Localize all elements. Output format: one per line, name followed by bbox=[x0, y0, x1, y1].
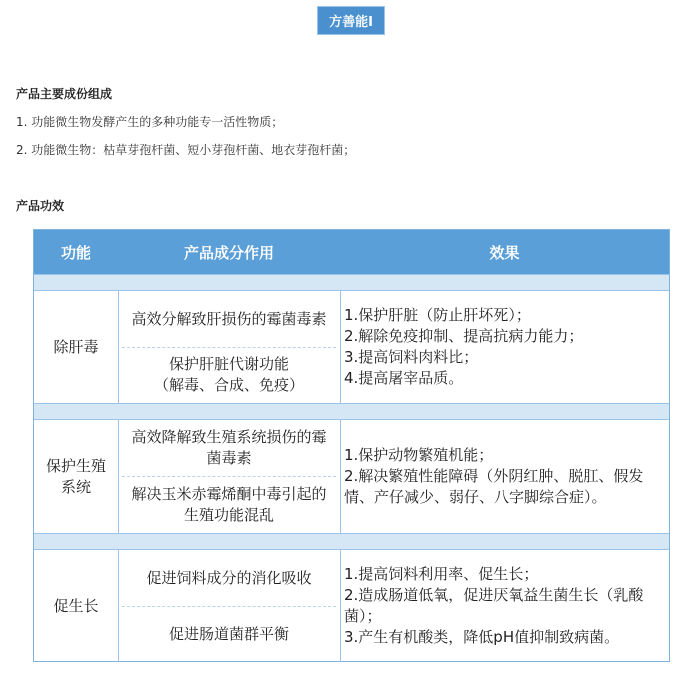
effect-line: 菌）； bbox=[344, 607, 382, 625]
composition-item-1: 1. 功能微生物发酵产生的多种功能专一活性物质； bbox=[16, 115, 284, 129]
row-separator bbox=[34, 274, 669, 291]
effect-line: 2.造成肠道低氧，促进厌氧益生菌生长（乳酸 bbox=[344, 586, 644, 604]
composition-item-2: 2. 功能微生物：枯草芽孢杆菌、短小芽孢杆菌、地衣芽孢杆菌； bbox=[16, 143, 356, 157]
table-header bbox=[34, 230, 669, 274]
efficacy-table bbox=[33, 229, 670, 662]
action-label: 保护肝脏代谢功能 （解毒、合成、免疫） bbox=[153, 355, 304, 394]
function-label: 保护生殖 系统 bbox=[45, 456, 106, 496]
header-effect: 效果 bbox=[489, 243, 520, 262]
row-separator bbox=[34, 533, 669, 550]
product-title-badge: 方善能Ⅰ bbox=[318, 7, 384, 34]
header-function: 功能 bbox=[60, 243, 91, 262]
function-label: 促生长 bbox=[53, 596, 99, 615]
efficacy-heading: 产品功效 bbox=[16, 199, 65, 213]
function-label: 除肝毒 bbox=[53, 337, 99, 356]
composition-heading: 产品主要成份组成 bbox=[16, 87, 113, 101]
action-label: 高效分解致肝损伤的霉菌毒素 bbox=[131, 309, 327, 328]
function-cell bbox=[34, 550, 118, 662]
action-cell bbox=[118, 550, 340, 606]
effect-cell bbox=[344, 550, 666, 662]
effect-line: 3.产生有机酸类，降低pH值抑制致病菌。 bbox=[344, 628, 620, 646]
effect-line: 1.保护肝脏（防止肝坏死）； bbox=[344, 306, 531, 324]
function-cell bbox=[34, 420, 118, 533]
effect-line: 1.提高饲料利用率、促生长； bbox=[344, 565, 539, 583]
function-cell bbox=[34, 291, 118, 403]
effect-cell bbox=[344, 420, 666, 533]
effect-line: 1.保护动物繁殖机能； bbox=[344, 446, 494, 464]
action-cell bbox=[118, 347, 340, 403]
action-cell bbox=[118, 476, 340, 533]
effect-line: 2.解除免疫抑制、提高抗病力能力； bbox=[344, 327, 584, 345]
header-action: 产品成分作用 bbox=[183, 243, 274, 262]
action-cell bbox=[118, 420, 340, 476]
action-label: 促进肠道菌群平衡 bbox=[168, 624, 289, 643]
effect-line: 2.解决繁殖性能障碍（外阴红肿、脱肛、假发 bbox=[344, 467, 644, 485]
action-cell bbox=[118, 291, 340, 347]
effect-line: 3.提高饲料肉料比； bbox=[344, 348, 479, 366]
effect-line: 情、产仔减少、弱仔、八字脚综合症）。 bbox=[344, 488, 607, 506]
action-label: 高效降解致生殖系统损伤的霉 菌毒素 bbox=[131, 428, 327, 467]
action-label: 促进饲料成分的消化吸收 bbox=[146, 568, 312, 587]
action-cell bbox=[118, 606, 340, 662]
row-separator bbox=[34, 403, 669, 420]
effect-cell bbox=[344, 291, 666, 403]
action-label: 解决玉米赤霉烯酮中毒引起的 生殖功能混乱 bbox=[131, 484, 327, 524]
effect-line: 4.提高屠宰品质。 bbox=[344, 369, 464, 387]
